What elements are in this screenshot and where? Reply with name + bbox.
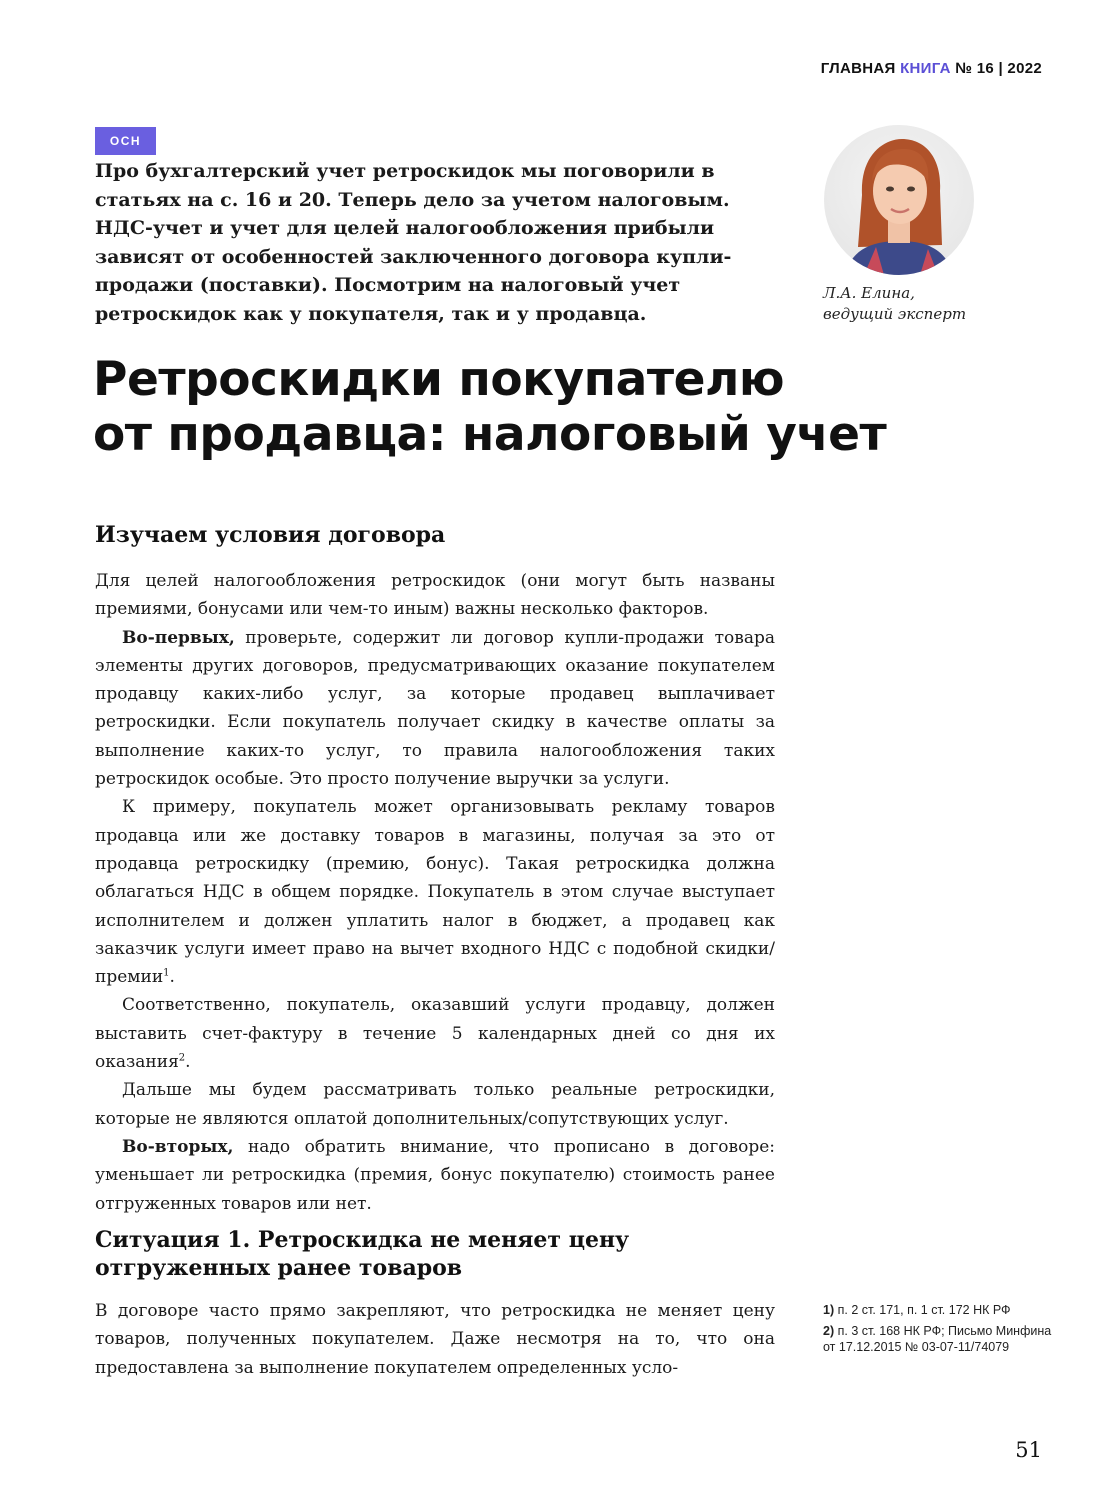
lead-paragraph: Про бухгалтерский учет ретроскидок мы поговорили в статьях на с. 16 и 20. Теперь дело за учетом налоговым. НДС-учет и учет для целей налогообложения прибыли зависят от особенностей заключенного договора купли-продажи (поставки). Посмотрим на налоговый учет ретроскидок как у покупателя, так и у продавца. <box>95 160 732 325</box>
author-photo <box>824 125 974 275</box>
magazine-header <box>821 60 1042 77</box>
heading-line-1: Ситуация 1. Ретроскидка не меняет цену <box>95 1227 630 1253</box>
title-line-2: от продавца: налоговый учет <box>93 407 887 462</box>
emphasis: Во-первых, <box>122 627 235 648</box>
footnote-text: п. 2 ст. 171, п. 1 ст. 172 НК РФ <box>834 1303 1011 1317</box>
paragraph <box>95 991 775 1076</box>
footnote <box>823 1323 1063 1355</box>
section-body-situation-1 <box>95 1297 775 1382</box>
author-name: Л.А. Елина, <box>823 284 915 302</box>
article-title <box>93 352 993 462</box>
section-body-contract <box>95 567 775 1218</box>
paragraph-text: надо обратить внимание, что прописано в договоре: уменьшает ли ретроскидка (премия, бонус покупателю) стоимость ранее отгруженных товаров или нет. <box>95 1136 775 1214</box>
author-portrait-image <box>824 125 974 275</box>
issue-number: № 16 | 2022 <box>955 60 1042 77</box>
footnote-text: п. 3 ст. 168 НК РФ; Письмо Минфина от 17.12.2015 № 03-07-11/74079 <box>823 1324 1052 1354</box>
paragraph-text: Соответственно, покупатель, оказавший услуги продавцу, должен выставить счет-фактуру в течение 5 календарных дней со дня их оказания <box>95 995 775 1073</box>
paragraph: Для целей налогообложения ретроскидок (они могут быть названы премиями, бонусами или чем-то иным) важны несколько факторов. <box>95 571 775 620</box>
footnote-ref: 1 <box>163 967 170 979</box>
heading-line-2: отгруженных ранее товаров <box>95 1255 463 1281</box>
paragraph <box>95 624 775 794</box>
emphasis: Во-вторых, <box>122 1136 234 1157</box>
author-role: ведущий эксперт <box>823 305 967 323</box>
author-caption <box>823 283 1023 325</box>
tag-label: ОСН <box>109 134 142 148</box>
title-line-1: Ретроскидки покупателю <box>93 352 785 407</box>
paragraph: В договоре часто прямо закрепляют, что ретроскидка не меняет цену товаров, полученных покупателем. Даже несмотря на то, что она предоставлена за выполнение покупателем определенных усло- <box>95 1301 775 1378</box>
paragraph <box>95 793 775 991</box>
footnote <box>823 1302 1063 1318</box>
brand-name: ГЛАВНАЯ <box>820 60 896 77</box>
section-heading-situation-1 <box>95 1226 629 1282</box>
paragraph-text: . <box>169 967 175 988</box>
section-heading-contract: Изучаем условия договора <box>95 522 446 548</box>
page-number: 51 <box>1015 1438 1042 1462</box>
tax-regime-tag <box>95 127 156 155</box>
paragraph-text: проверьте, содержит ли договор купли-продажи товара элементы других договоров, предусматривающих оказание покупателем продавцу каких-либо услуг, за которые продавец выплачивает ретроскидки. Если покупатель получает скидку в качестве оплаты за выполнение каких-то услуг, то правила налогообложения таких ретроскидок особые. Это просто получение выручки за услуги. <box>95 627 775 790</box>
footnote-ref: 2 <box>178 1052 186 1064</box>
paragraph-text: . <box>185 1052 191 1073</box>
paragraph <box>95 1133 775 1218</box>
brand-accent: КНИГА <box>900 60 951 77</box>
paragraph: Дальше мы будем рассматривать только реальные ретроскидки, которые не являются оплатой дополнительных/сопутствующих услуг. <box>95 1080 775 1129</box>
footnotes <box>823 1302 1063 1360</box>
footnote-number: 2) <box>823 1324 835 1338</box>
footnote-number: 1) <box>823 1303 835 1317</box>
paragraph-text: К примеру, покупатель может организовывать рекламу товаров продавца или же доставку товаров в магазины, получая за это от продавца ретроскидку (премию, бонус). Такая ретроскидка должна облагаться НДС в общем порядке. Покупатель в этом случае выступает исполнителем и должен уплатить налог в бюджет, а продавец как заказчик услуги имеет право на вычет входного НДС с подобной скидки/премии <box>95 797 775 988</box>
